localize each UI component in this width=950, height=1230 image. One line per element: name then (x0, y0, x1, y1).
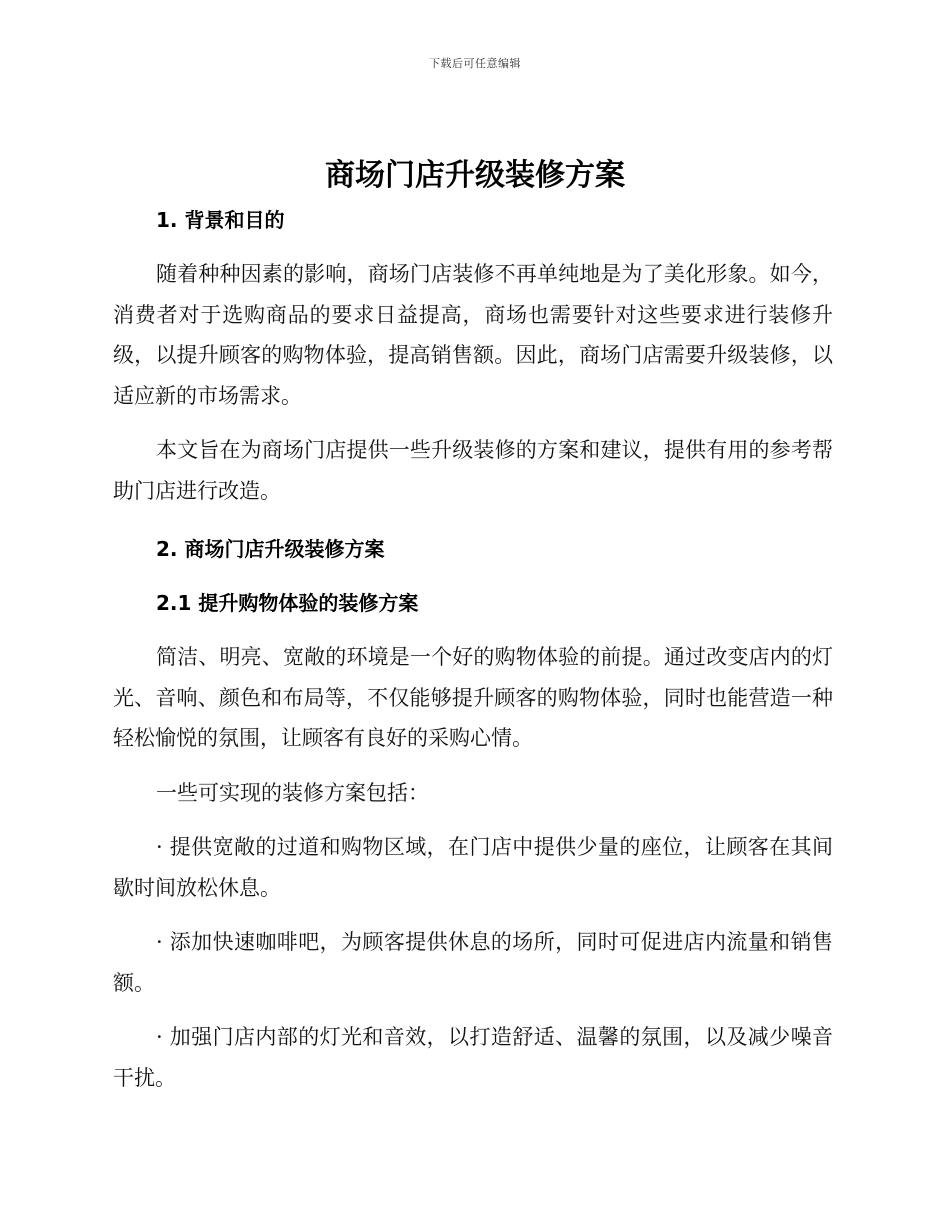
document-body (113, 200, 833, 1098)
section-1-heading: 1. 背景和目的 (156, 208, 285, 232)
section-1-paragraph-1: 随着种种因素的影响，商场门店装修不再单纯地是为了美化形象。如今，消费者对于选购商品的要求日益提高，商场也需要针对这些要求进行装修升级，以提升顾客的购物体验，提高销售额。因此，商场门店需要升级装修，以适应新的市场需求。 (113, 262, 833, 408)
bullet-item-2: · 添加快速咖啡吧，为顾客提供休息的场所，同时可促进店内流量和销售额。 (113, 930, 833, 995)
section-2-1-heading: 2.1 提升购物体验的装修方案 (156, 591, 419, 615)
section-2-1-paragraph-1: 简洁、明亮、宽敞的环境是一个好的购物体验的前提。通过改变店内的灯光、音响、颜色和布局等，不仅能够提升顾客的购物体验，同时也能营造一种轻松愉悦的氛围，让顾客有良好的采购心情。 (113, 645, 833, 750)
section-2-1-paragraph-2: 一些可实现的装修方案包括： (156, 780, 429, 805)
section-1-paragraph-2: 本文旨在为商场门店提供一些升级装修的方案和建议，提供有用的参考帮助门店进行改造。 (113, 438, 833, 503)
section-2-heading: 2. 商场门店升级装修方案 (156, 537, 385, 561)
header-note: 下载后可任意编辑 (429, 57, 521, 70)
bullet-item-3: · 加强门店内部的灯光和音效，以打造舒适、温馨的氛围，以及减少噪音干扰。 (113, 1025, 833, 1090)
bullet-item-1: · 提供宽敞的过道和购物区域，在门店中提供少量的座位，让顾客在其间歇时间放松休息。 (113, 835, 833, 900)
document-title: 商场门店升级装修方案 (325, 158, 625, 193)
